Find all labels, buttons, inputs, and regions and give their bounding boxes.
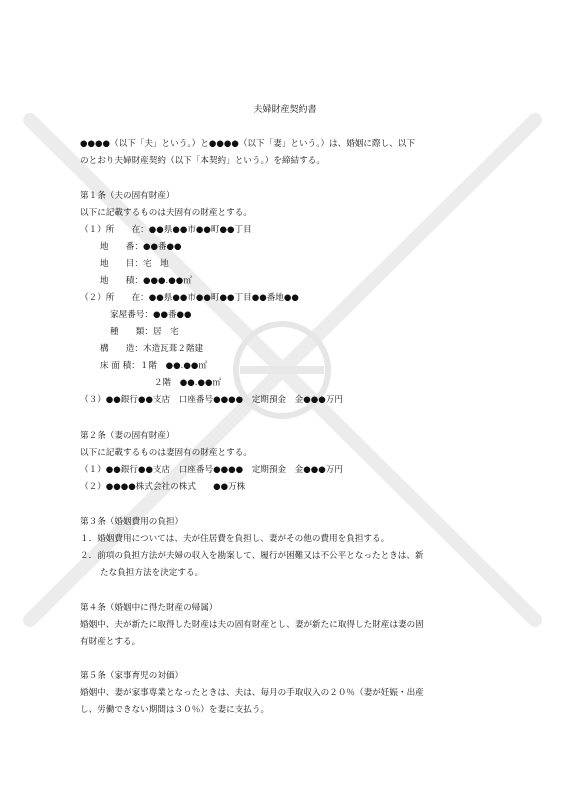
article-1-line: 地 目：宅 地	[100, 259, 169, 269]
article-1-line: ２階 ●●.●●㎡	[154, 378, 222, 388]
article-4-line: 婚姻中、夫が新たに取得した財産は夫の固有財産とし、妻が新たに取得した財産は妻の固	[80, 620, 424, 630]
article-1-heading: 第１条（夫の固有財産）	[80, 191, 175, 201]
article-5-line: 婚姻中、妻が家事専業となったときは、夫は、毎月の手取収入の２０％（妻が妊娠・出産	[80, 688, 424, 698]
article-1-line: （３）●●銀行●●支店 口座番号●●●● 定期預金 金●●●万円	[80, 395, 343, 405]
article-1-line: 床 面 積：１階 ●●.●●㎡	[100, 361, 207, 371]
article-5-line: し、労働できない期間は３０％）を妻に支払う。	[80, 705, 270, 715]
article-2-line: （２）●●●●株式会社の株式 ●●万株	[80, 482, 246, 492]
article-3-line: １．婚姻費用については、夫が住居費を負担し、妻がその他の費用を負担する。	[80, 534, 390, 544]
article-1-line: 構 造：木造瓦葺２階建	[100, 344, 204, 354]
article-1-line: 家屋番号：●●番●●	[110, 310, 192, 320]
intro-line-2: のとおり夫婦財産契約（以下「本契約」という。）を締結する。	[80, 156, 325, 166]
article-1-line: 地 番：●●番●●	[100, 242, 182, 252]
article-1-line: （１）所 在：●●県●●市●●町●●丁目	[80, 225, 252, 235]
intro-line-1: ●●●●（以下「夫」という。）と●●●●（以下「妻」という。）は、婚姻に際し、以下	[80, 139, 415, 149]
article-5-heading: 第５条（家事育児の対価）	[80, 671, 184, 681]
article-1-line: 種 類：居 宅	[110, 327, 179, 337]
article-4-heading: 第４条（婚姻中に得た財産の帰属）	[80, 603, 218, 613]
article-2-line: （１）●●銀行●●支店 口座番号●●●● 定期預金 金●●●万円	[80, 465, 343, 475]
article-1-text: 以下に記載するものは夫固有の財産とする。	[80, 208, 252, 218]
article-1-line: 地 積：●●●.●●㎡	[100, 276, 192, 286]
article-2-text: 以下に記載するものは妻固有の財産とする。	[80, 448, 252, 458]
article-4-line: 有財産とする。	[80, 637, 141, 647]
article-2-heading: 第２条（妻の固有財産）	[80, 431, 175, 441]
article-1-line: （２）所 在：●●県●●市●●町●●丁目●●番地●●	[80, 293, 299, 303]
article-3-line: たな負担方法を決定する。	[100, 568, 204, 578]
document-title: 夫婦財産契約書	[253, 105, 317, 115]
article-3-heading: 第３条（婚姻費用の負担）	[80, 517, 184, 527]
article-3-line: ２．前項の負担方法が夫婦の収入を勘案して、履行が困難又は不公平となったときは、新	[80, 551, 424, 561]
